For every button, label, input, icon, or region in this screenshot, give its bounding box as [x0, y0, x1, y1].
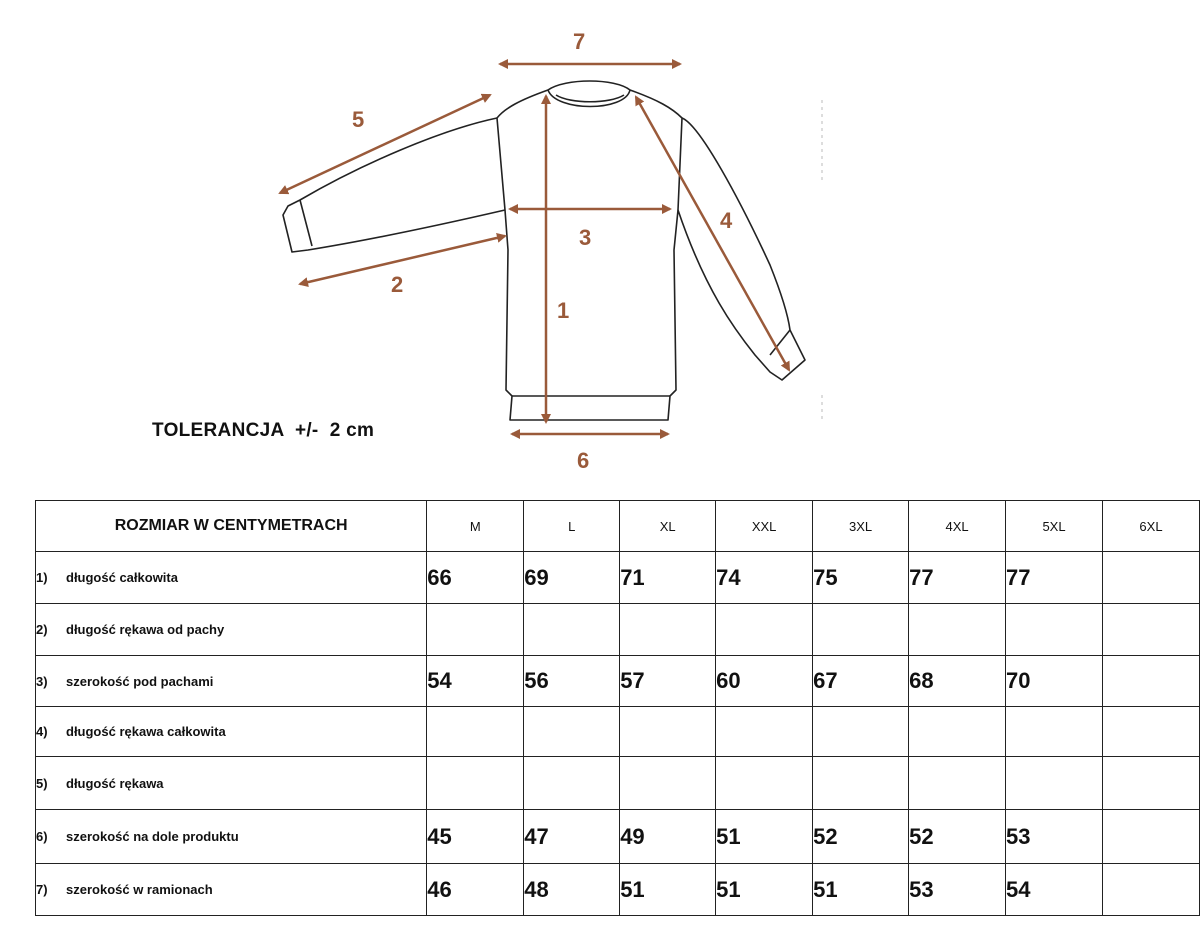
row-number: 4) [36, 724, 48, 739]
table-cell [1006, 757, 1103, 810]
table-cell: 51 [620, 864, 716, 916]
row-label [36, 864, 427, 916]
table-row [36, 810, 1200, 864]
table-row [36, 552, 1200, 604]
table-cell [813, 757, 909, 810]
row-number: 6) [36, 829, 48, 844]
table-cell: 51 [716, 810, 813, 864]
table-cell [1102, 864, 1199, 916]
table-cell [524, 707, 620, 757]
table-cell: 53 [1006, 810, 1103, 864]
table-header-row [36, 501, 1200, 552]
table-cell [1102, 707, 1199, 757]
callout-numbers [352, 29, 733, 473]
table-cell [1102, 552, 1199, 604]
table-cell [524, 757, 620, 810]
callout-6: 6 [577, 448, 590, 473]
table-cell: 54 [1006, 864, 1103, 916]
size-header-xl: XL [620, 501, 716, 552]
table-cell: 46 [427, 864, 524, 916]
table-cell [813, 707, 909, 757]
table-cell [1102, 810, 1199, 864]
table-cell [909, 707, 1006, 757]
table-cell [524, 604, 620, 656]
table-row [36, 604, 1200, 656]
row-label-text: szerokość pod pachami [66, 673, 214, 689]
row-label-text: długość całkowita [66, 570, 178, 585]
table-cell: 51 [716, 864, 813, 916]
row-label [36, 604, 427, 656]
row-label-text: długość rękawa od pachy [66, 622, 225, 637]
arrow-4 [636, 97, 789, 370]
table-cell [909, 757, 1006, 810]
row-label [36, 552, 427, 604]
table-cell [620, 757, 716, 810]
size-header-5xl: 5XL [1006, 501, 1103, 552]
table-cell: 52 [909, 810, 1006, 864]
callout-3: 3 [579, 225, 592, 250]
table-cell: 60 [716, 656, 813, 707]
callout-5: 5 [352, 107, 365, 132]
size-header-m: M [427, 501, 524, 552]
table-cell: 49 [620, 810, 716, 864]
table-cell: 54 [427, 656, 524, 707]
size-table [35, 500, 1200, 916]
table-cell [620, 707, 716, 757]
size-header-xxl: XXL [716, 501, 813, 552]
table-row [36, 757, 1200, 810]
row-label-text: długość rękawa całkowita [66, 724, 226, 739]
table-cell: 52 [813, 810, 909, 864]
table-cell [1006, 604, 1103, 656]
row-label-text: długość rękawa [66, 775, 164, 791]
table-row [36, 656, 1200, 707]
row-label-text: szerokość w ramionach [66, 882, 213, 897]
table-cell: 56 [524, 656, 620, 707]
row-label [36, 757, 427, 810]
callout-1: 1 [557, 298, 570, 323]
table-cell [427, 604, 524, 656]
row-number: 7) [36, 882, 48, 897]
table-cell: 57 [620, 656, 716, 707]
row-label [36, 810, 427, 864]
callout-2: 2 [391, 272, 404, 297]
row-label-text: szerokość na dole produktu [66, 829, 239, 844]
size-header-3xl: 3XL [813, 501, 909, 552]
table-cell: 69 [524, 552, 620, 604]
table-cell: 77 [909, 552, 1006, 604]
size-header-4xl: 4XL [909, 501, 1006, 552]
callout-7: 7 [573, 29, 586, 54]
table-row [36, 864, 1200, 916]
tolerance-note: TOLERANCJA +/- 2 cm [152, 420, 375, 441]
table-cell [909, 604, 1006, 656]
table-cell [716, 757, 813, 810]
row-number: 2) [36, 622, 48, 637]
table-cell: 51 [813, 864, 909, 916]
row-label [36, 707, 427, 757]
table-cell: 70 [1006, 656, 1103, 707]
table-cell: 68 [909, 656, 1006, 707]
table-cell [716, 707, 813, 757]
table-cell: 45 [427, 810, 524, 864]
size-header-6xl: 6XL [1102, 501, 1199, 552]
size-header-l: L [524, 501, 620, 552]
table-cell: 74 [716, 552, 813, 604]
table-cell: 48 [524, 864, 620, 916]
table-cell: 66 [427, 552, 524, 604]
table-cell: 75 [813, 552, 909, 604]
table-cell [716, 604, 813, 656]
row-label [36, 656, 427, 707]
table-cell [1006, 707, 1103, 757]
table-cell: 77 [1006, 552, 1103, 604]
table-cell: 71 [620, 552, 716, 604]
table-cell [1102, 656, 1199, 707]
arrow-5 [280, 95, 490, 193]
table-row [36, 707, 1200, 757]
table-cell [427, 707, 524, 757]
table-cell: 47 [524, 810, 620, 864]
table-cell: 53 [909, 864, 1006, 916]
row-number: 1) [36, 570, 48, 585]
row-number: 3) [36, 673, 48, 689]
table-cell [1102, 757, 1199, 810]
callout-4: 4 [720, 208, 733, 233]
table-cell [427, 757, 524, 810]
table-cell [813, 604, 909, 656]
row-number: 5) [36, 775, 48, 791]
table-header-label: ROZMIAR W CENTYMETRACH [36, 501, 427, 552]
table-cell [620, 604, 716, 656]
table-cell: 67 [813, 656, 909, 707]
table-cell [1102, 604, 1199, 656]
